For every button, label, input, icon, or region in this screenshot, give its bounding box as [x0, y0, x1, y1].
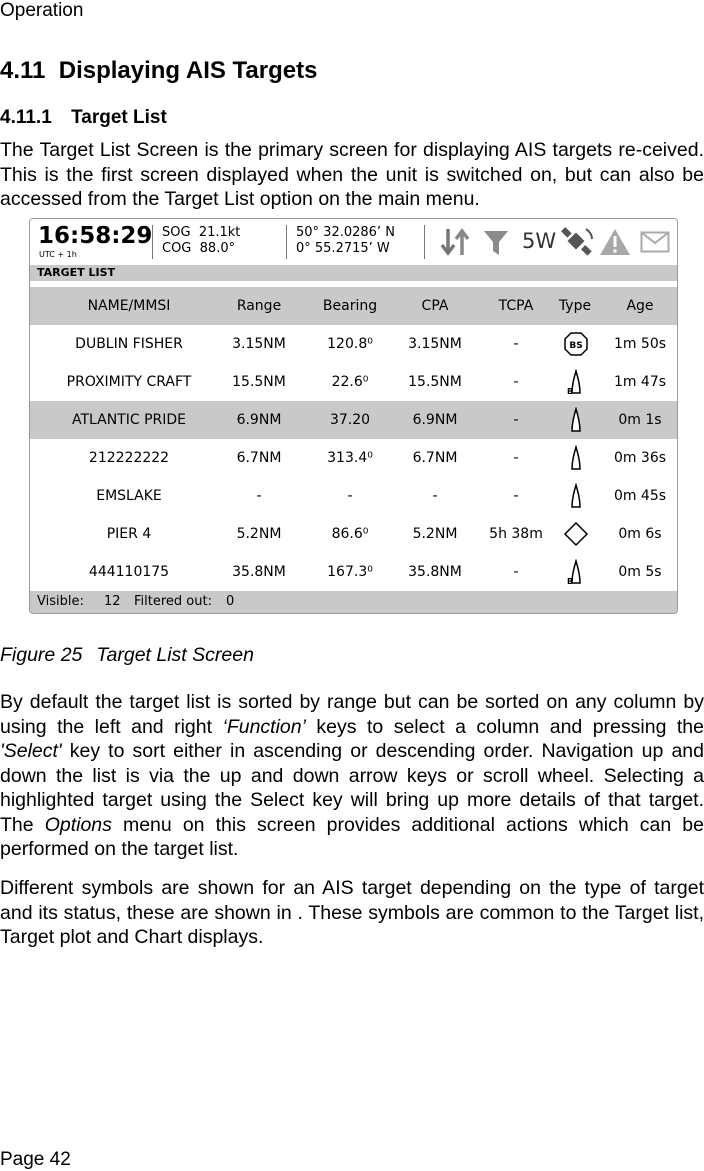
tx-power: 5W	[522, 229, 557, 253]
longitude: 0° 55.2715’ W	[296, 241, 390, 256]
cell-tcpa: -	[513, 336, 519, 352]
cell-tcpa: -	[513, 374, 519, 390]
intro-paragraph	[0, 138, 704, 212]
cog-value: 88.0°	[199, 241, 236, 256]
sog-value: 21.1kt	[198, 225, 241, 240]
text-run: key to sort either in ascending or descending order. Navigation up and down the list is via the up and down arrow keys or scroll wheel. Selecting a highlighted target using the Select key will bring up more details of that target. The	[0, 740, 704, 836]
figure-label: Figure 25	[0, 644, 83, 666]
column-header-type[interactable]: Type	[558, 298, 592, 314]
table-row[interactable]	[30, 553, 677, 591]
select-key-term: 'Select'	[0, 740, 62, 762]
screen-title-bar	[30, 265, 677, 281]
cell-tcpa: -	[513, 412, 519, 428]
text-run: menu on this screen provides additional actions which can be performed on the target list.	[0, 813, 704, 860]
cell-name: 444110175	[88, 564, 170, 580]
cell-age: 0m 36s	[613, 450, 667, 466]
intro-text: The Target List Screen is the primary screen for displaying AIS targets re-ceived. This is the first screen displayed when the unit is switched on, but can also be accessed from the Target List option on the main menu.	[0, 139, 704, 210]
vessel-icon	[563, 407, 589, 433]
figure-caption	[0, 644, 254, 667]
svg-text:BS: BS	[569, 341, 583, 351]
cell-age: 0m 45s	[613, 488, 667, 504]
utc-offset: UTC + 1h	[39, 250, 77, 259]
cell-cpa: 15.5NM	[408, 374, 462, 390]
section-title	[0, 57, 317, 85]
section-heading: Displaying AIS Targets	[58, 57, 318, 84]
cell-tcpa: -	[513, 564, 519, 580]
cell-age: 0m 5s	[618, 564, 662, 580]
subsection-heading: Target List	[71, 107, 167, 128]
section-number: 4.11	[0, 57, 46, 84]
cell-bearing: 313.4⁰	[327, 450, 373, 466]
function-key-term: ‘Function’	[222, 715, 306, 738]
cell-age: 0m 6s	[618, 526, 662, 542]
target-list-screen	[29, 218, 678, 614]
cell-range: 6.9NM	[236, 412, 282, 428]
column-header-name[interactable]: NAME/MMSI	[87, 298, 171, 314]
cell-tcpa: -	[513, 488, 519, 504]
cell-age: 1m 47s	[613, 374, 667, 390]
cell-bearing: -	[347, 488, 353, 504]
cell-range: 35.8NM	[232, 564, 286, 580]
cell-tcpa: 5h 38m	[489, 526, 543, 542]
divider	[286, 225, 287, 259]
cell-bearing: 120.8⁰	[327, 336, 373, 352]
cell-range: 5.2NM	[236, 526, 282, 542]
column-header-row	[30, 287, 677, 325]
divider	[152, 225, 153, 259]
aid-to-navigation-icon	[563, 521, 589, 547]
options-term: Options	[44, 813, 112, 836]
subsection-title	[0, 107, 167, 129]
cell-name: PIER 4	[106, 526, 152, 542]
cell-cpa: -	[432, 488, 438, 504]
table-row[interactable]	[30, 477, 677, 515]
vessel-icon	[563, 445, 589, 471]
filtered-label: Filtered out:	[134, 594, 212, 609]
cog-label: COG	[162, 241, 192, 256]
svg-text:B: B	[566, 387, 574, 395]
subsection-number: 4.11.1	[0, 107, 52, 128]
cell-cpa: 3.15NM	[408, 336, 462, 352]
page-footer: Page 42	[0, 1149, 71, 1170]
message-envelope-icon	[640, 231, 670, 253]
visible-label: Visible:	[37, 594, 84, 609]
column-header-range[interactable]: Range	[236, 298, 282, 314]
running-header: Operation	[0, 0, 84, 21]
column-header-age[interactable]: Age	[626, 298, 654, 314]
sog-cog-readout	[162, 225, 240, 257]
text-run: By default the target list is sorted by range but can be sorted on any column by using the left and right	[0, 691, 704, 738]
class-b-vessel-icon	[563, 369, 589, 395]
figure-title: Target List Screen	[96, 644, 254, 666]
cell-range: 15.5NM	[232, 374, 286, 390]
cell-bearing: 167.3⁰	[327, 564, 373, 580]
visible-count: 12	[104, 594, 121, 609]
cell-age: 0m 1s	[618, 412, 662, 428]
body-paragraph-1	[0, 690, 704, 862]
column-header-cpa[interactable]: CPA	[421, 298, 449, 314]
body-text-2: Different symbols are shown for an AIS target depending on the type of target and its status, these are shown in . These symbols are common to the Target list, Target plot and Chart displays.	[0, 877, 704, 948]
body-paragraph-2	[0, 876, 704, 950]
gps-satellite-icon	[560, 225, 596, 259]
cell-cpa: 6.9NM	[412, 412, 458, 428]
cell-cpa: 5.2NM	[412, 526, 458, 542]
position-readout	[296, 225, 395, 257]
column-header-tcpa[interactable]: TCPA	[498, 298, 534, 314]
filtered-count: 0	[226, 594, 235, 609]
cell-range: -	[256, 488, 262, 504]
screen-title: TARGET LIST	[37, 266, 116, 279]
cell-name: PROXIMITY CRAFT	[66, 374, 192, 390]
list-summary-bar	[30, 591, 677, 613]
column-header-bearing[interactable]: Bearing	[322, 298, 378, 314]
status-bar	[30, 219, 677, 265]
cell-tcpa: -	[513, 450, 519, 466]
cell-name: 212222222	[88, 450, 170, 466]
filter-icon	[482, 228, 510, 258]
class-b-vessel-icon	[563, 559, 589, 585]
cell-age: 1m 50s	[613, 336, 667, 352]
table-row[interactable]	[30, 401, 677, 439]
cell-bearing: 37.20	[329, 412, 371, 428]
cell-range: 6.7NM	[236, 450, 282, 466]
table-row[interactable]	[30, 439, 677, 477]
table-row[interactable]	[30, 325, 677, 363]
table-row[interactable]	[30, 363, 677, 401]
sort-arrows-icon	[438, 225, 472, 259]
sog-label: SOG	[162, 225, 191, 240]
clock-time: 16:58:29	[38, 223, 153, 249]
base-station-icon	[563, 331, 589, 357]
cell-bearing: 86.6⁰	[331, 526, 369, 542]
cell-range: 3.15NM	[232, 336, 286, 352]
body-text-1	[0, 690, 704, 862]
cell-bearing: 22.6⁰	[331, 374, 369, 390]
cell-cpa: 6.7NM	[412, 450, 458, 466]
divider	[424, 225, 425, 259]
latitude: 50° 32.0286’ N	[296, 225, 395, 240]
text-run: keys to select a column and pressing the	[305, 715, 704, 738]
cell-name: ATLANTIC PRIDE	[71, 412, 187, 428]
alarm-warning-icon	[598, 227, 632, 257]
cell-cpa: 35.8NM	[408, 564, 462, 580]
cell-name: DUBLIN FISHER	[75, 336, 183, 352]
table-row[interactable]	[30, 515, 677, 553]
cell-name: EMSLAKE	[96, 488, 162, 504]
svg-text:B: B	[566, 577, 574, 585]
vessel-icon	[563, 483, 589, 509]
